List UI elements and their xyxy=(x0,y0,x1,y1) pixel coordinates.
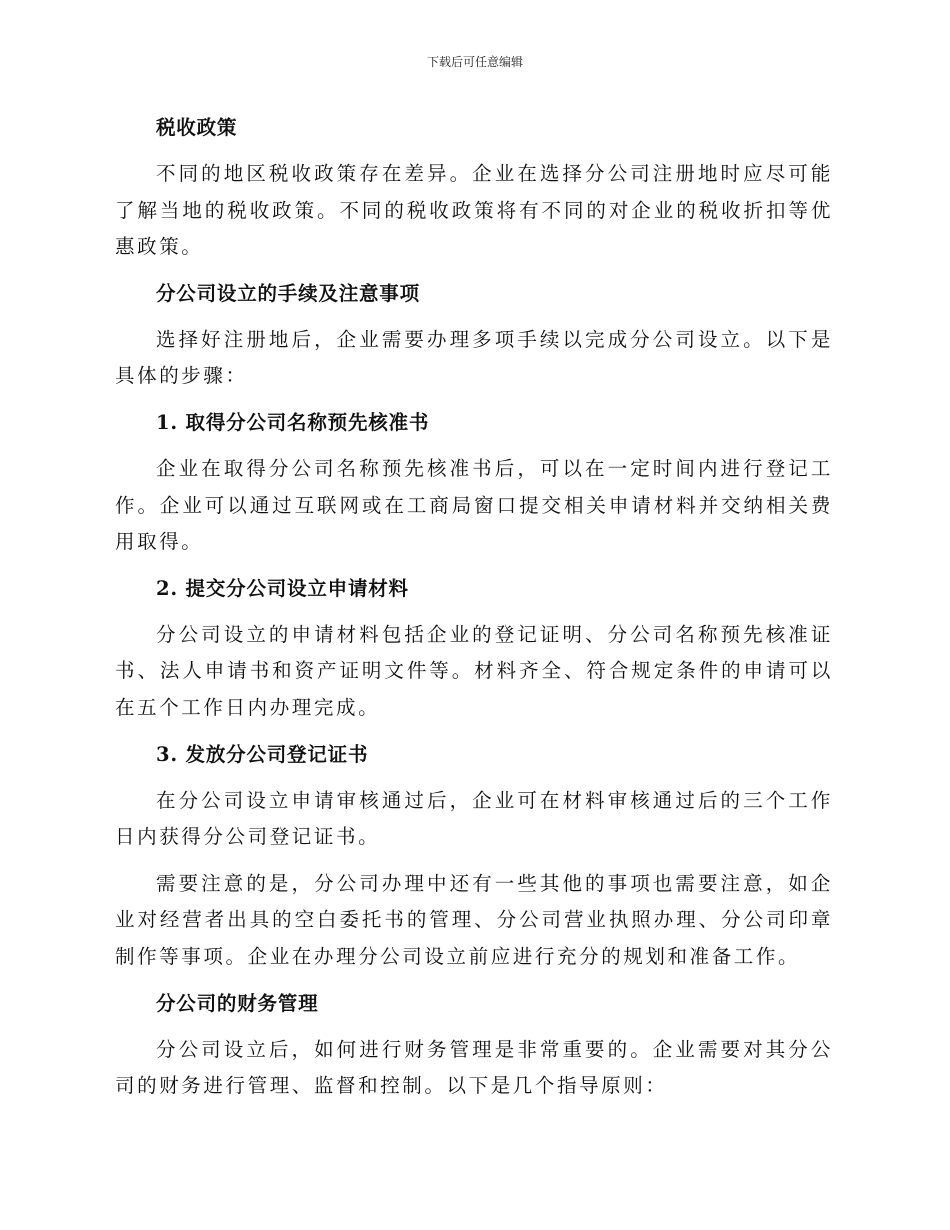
paragraph: 企业在取得分公司名称预先核准书后，可以在一定时间内进行登记工作。企业可以通过互联网或在工商局窗口提交相关申请材料并交纳相关费用取得。 xyxy=(115,456,833,554)
paragraph: 选择好注册地后，企业需要办理多项手续以完成分公司设立。以下是具体的步骤： xyxy=(115,327,833,388)
section-heading-step-3: 3. 发放分公司登记证书 xyxy=(156,742,369,766)
section-heading-procedures: 分公司设立的手续及注意事项 xyxy=(156,281,420,305)
paragraph: 分公司设立的申请材料包括企业的登记证明、分公司名称预先核准证书、法人申请书和资产证明文件等。材料齐全、符合规定条件的申请可以在五个工作日内办理完成。 xyxy=(115,622,833,719)
paragraph: 不同的地区税收政策存在差异。企业在选择分公司注册地时应尽可能了解当地的税收政策。不同的税收政策将有不同的对企业的税收折扣等优惠政策。 xyxy=(115,162,833,259)
document-body xyxy=(115,110,833,1105)
paragraph: 需要注意的是，分公司办理中还有一些其他的事项也需要注意，如企业对经营者出具的空白委托书的管理、分公司营业执照办理、分公司印章制作等事项。企业在办理分公司设立前应进行充分的规划和准备工作。 xyxy=(115,871,833,968)
section-heading-step-1: 1. 取得分公司名称预先核准书 xyxy=(156,410,430,434)
paragraph: 分公司设立后，如何进行财务管理是非常重要的。企业需要对其分公司的财务进行管理、监督和控制。以下是几个指导原则： xyxy=(115,1037,833,1098)
section-heading-step-2: 2. 提交分公司设立申请材料 xyxy=(156,576,409,600)
section-heading-tax-policy: 税收政策 xyxy=(156,116,238,139)
page-header: 下载后可任意编辑 xyxy=(426,55,523,69)
paragraph: 在分公司设立申请审核通过后，企业可在材料审核通过后的三个工作日内获得分公司登记证书。 xyxy=(115,788,833,849)
section-heading-financial-management: 分公司的财务管理 xyxy=(156,991,319,1015)
